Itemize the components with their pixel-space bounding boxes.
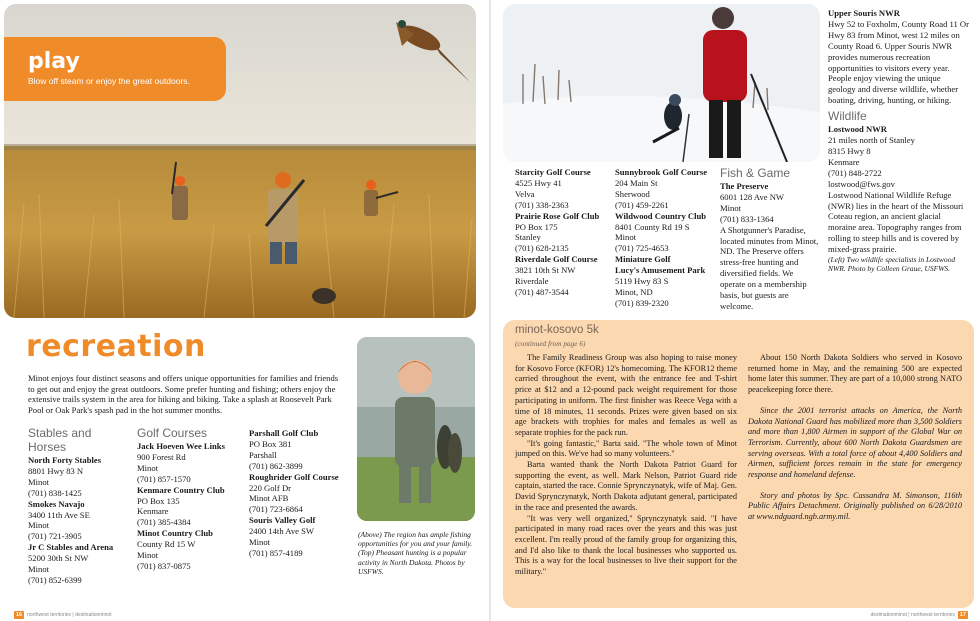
stables-column [28,426,132,586]
article-paragraph: About 150 North Dakota Soldiers who served in Kosovo returned home in May, and the remaining 500 are expected home later this summer. They are part of a 10,000 strong NATO peacekeeping force there. [748,353,962,395]
listing: Starcity Golf Course 4525 Hwy 41 Velva (701) 338-2363 [515,167,591,210]
fish-game-heading: Fish & Game [720,166,791,180]
article-paragraph: "It's going fantastic," Barta said. "The whole town of Minot jumped on this. We've had so many volunteers." [515,438,737,459]
listing: Prairie Rose Golf Club PO Box 175 Stanley (701) 628-2135 [515,210,600,254]
play-section-tab [4,37,226,101]
snow-photo-caption: (Left) Two wildlife specialists in Lostwood NWR. Photo by Colleen Graue, USFWS. [828,255,956,274]
article-paragraph: Since the 2001 terrorist attacks on America, the North Dakota National Guard has mobilized more than 3,500 Soldiers and more than 1,800 Airmen in support of the Global War on Terrorism. Currently, about 600 North Dakota Guardsmen are serving overseas. With a total force of about 4,400 Soldiers and Airmen, sufficient forces remain in the state for emergency response and homeland defense. [748,405,962,480]
listing: North Forty Stables 8801 Hwy 83 N Minot (701) 838-1425 [28,455,102,498]
fishing-photo-caption: (Above) The region has ample fishing opportunities for you and your family. (Top) Pheasant hunting is a popular activity in North Dakota. Photos by USFWS. [358,530,473,576]
listing: Sunnybrook Golf Course 204 Main St Sherwood (701) 459-2261 [615,167,708,210]
play-title: play [28,49,80,74]
listing: Parshall Golf Club PO Box 381 Parshall (701) 862-3899 [249,428,319,471]
play-subtitle: Blow off steam or enjoy the great outdoors. [28,76,190,86]
golf-heading: Golf Courses [137,426,208,440]
listing: Miniature Golf Lucy's Amusement Park 5119 Hwy 83 S Minot, ND (701) 839-2320 [615,254,706,308]
folio-left-text: northwest territories | destinationminot [27,612,112,618]
recreation-title: recreation [26,329,206,364]
upper-souris-column: Upper Souris NWR Hwy 52 to Foxholm, County Road 11 Or Hwy 83 from Minot, west 12 miles on County Road 6. Upper Souris NWR provides numerous recreation opportunities to visitors every year. People enjoy viewing the unique geology and diverse wildlife, whether boating, driving, hunting, or hiking. Wildlife Lostwood NWR 21 miles north of Stanley 8315 Hwy 8 Kenmare (701) 848-2722 lostwood@fws.gov Lostwood National Wildlife Refuge (NWR) lies in the heart of the Missouri Coteau region, an ancient glacial moraine area. Topography ranges from rolling to steep hills and is covered by mixed-grass prairie. (Left) Two wildlife specialists in Lostwood NWR. Photo by Colleen Graue, USFWS. [828,8,970,274]
spread-gutter [489,0,491,621]
lostwood-description: Lostwood National Wildlife Refuge (NWR) lies in the heart of the Missouri Coteau region, an ancient glacial moraine area. Topography ranges from rolling to steep hills and is covered by mixed-grass prairie. [828,189,964,255]
listing: Roughrider Golf Course 220 Golf Dr Minot AFB (701) 723-6864 [249,471,339,515]
wildlife-specialists-photo [503,4,820,162]
golf-column-4 [615,167,717,309]
page-number-left: 16 [16,612,23,618]
article-byline: Story and photos by Spc. Cassandra M. Simonson, 116th Public Affairs Detachment. Originally published on 6/28/2010 at www.ndguard.ngb.army.mil. [748,490,962,522]
listing: Jack Hoeven Wee Links 900 Forest Rd Minot (701) 857-1570 [137,441,225,484]
upper-souris-text: Hwy 52 to Foxholm, County Road 11 Or Hwy 83 from Minot, west 12 miles on County Road 6. Upper Souris NWR provides numerous recreation opportunities to visitors every year. People enjoy viewing the unique geology and diverse wildlife, whether boating, driving, hunting, or hiking. [828,18,970,106]
listing: Jr C Stables and Arena 5200 30th St NW Minot (701) 852-6399 [28,542,114,585]
folio-right [870,611,968,619]
article-title: minot-kosovo 5k [515,324,599,336]
preserve-description: A Shotgunner's Paradise, located minutes from Minot, ND. The Preserve offers stress-free hunting and diversified fields. We operate on a membership basis, but guests are welcome. [720,224,819,311]
listing: Minot Country Club County Rd 15 W Minot (701) 837-0875 [137,528,213,571]
listing: Wildwood Country Club 8401 County Rd 19 S Minot (701) 725-4653 [615,210,707,254]
golf-column-1 [137,426,247,572]
listing: Kenmare Country Club PO Box 135 Kenmare (701) 385-4384 [137,484,225,528]
page-number-right: 17 [959,612,966,618]
article-paragraph: Barta wanted thank the North Dakota Patriot Guard for supporting the event, as well. Mark Nelson, Patriot Guard ride captain, started the race. Connie Sprynczynatyk, wife of Maj. Gen. David Sprynczynatyk, North Dakota adjutant general, participated in the race and presented the awards. [515,460,737,512]
golf-column-2 [249,428,353,559]
article-continued: (continued from page 6) [515,339,586,348]
article-column-2 [748,353,962,523]
listing: Souris Valley Golf 2400 14th Ave SW Minot (701) 857-4189 [249,515,316,558]
wildlife-heading: Wildlife [828,109,867,124]
article-paragraph: The Family Readiness Group was also hoping to raise money for Kosovo Force (KFOR) 12's homecoming. The KFOR12 theme carried throughout the event, with the entrance fee and T-shirt price at $12 and a 12-pound pack weight requirement for those participating in uniform. The first finisher was Reece Vega with a time of 18 minutes, 11 seconds. Prizes were given based on six age brackets with trophies for males and females as well as separate trophies for the pack run. [515,353,737,437]
listing: Smokes Navajo 3400 11th Ave SE Minot (701) 721-3905 [28,498,90,542]
fish-game-column: Fish & Game The Preserve 6001 128 Ave NW Minot (701) 833-1364 A Shotgunner's Paradise, located minutes from Minot, ND. The Preserve offers stress-free hunting and diversified fields. We operate on a membership basis, but guests are welcome. [720,166,819,311]
folio-right-text: destinationminot | northwest territories [870,612,955,618]
golf-column-3 [515,167,615,298]
recreation-intro: Minot enjoys four distinct seasons and offers unique opportunities for families and friends to get out and enjoy the great outdoors. Some prefer hunting and fishing; others enjoy the extensive trails system in the area for hiking and biking. Take a splash at Roosevelt Park Pool or Oak Park's spash pad in the hot summer months. [28,373,339,415]
listing: Riverdale Golf Course 3821 10th St NW Riverdale (701) 487-3544 [515,254,598,297]
boy-fishing-photo [357,337,475,521]
article-column-1 [515,353,737,578]
folio-left [14,611,112,619]
article-paragraph: "It was very well organized," Sprynczynatyk said. "I have participated in many road races over the years and this was just excellent. I'm really proud of the family group for organizing this, and I'd also like to thank the local businesses who supported us. This is a way for the local businesses to live their support for the military." [515,513,737,577]
stables-heading: Stables and Horses [28,426,92,454]
